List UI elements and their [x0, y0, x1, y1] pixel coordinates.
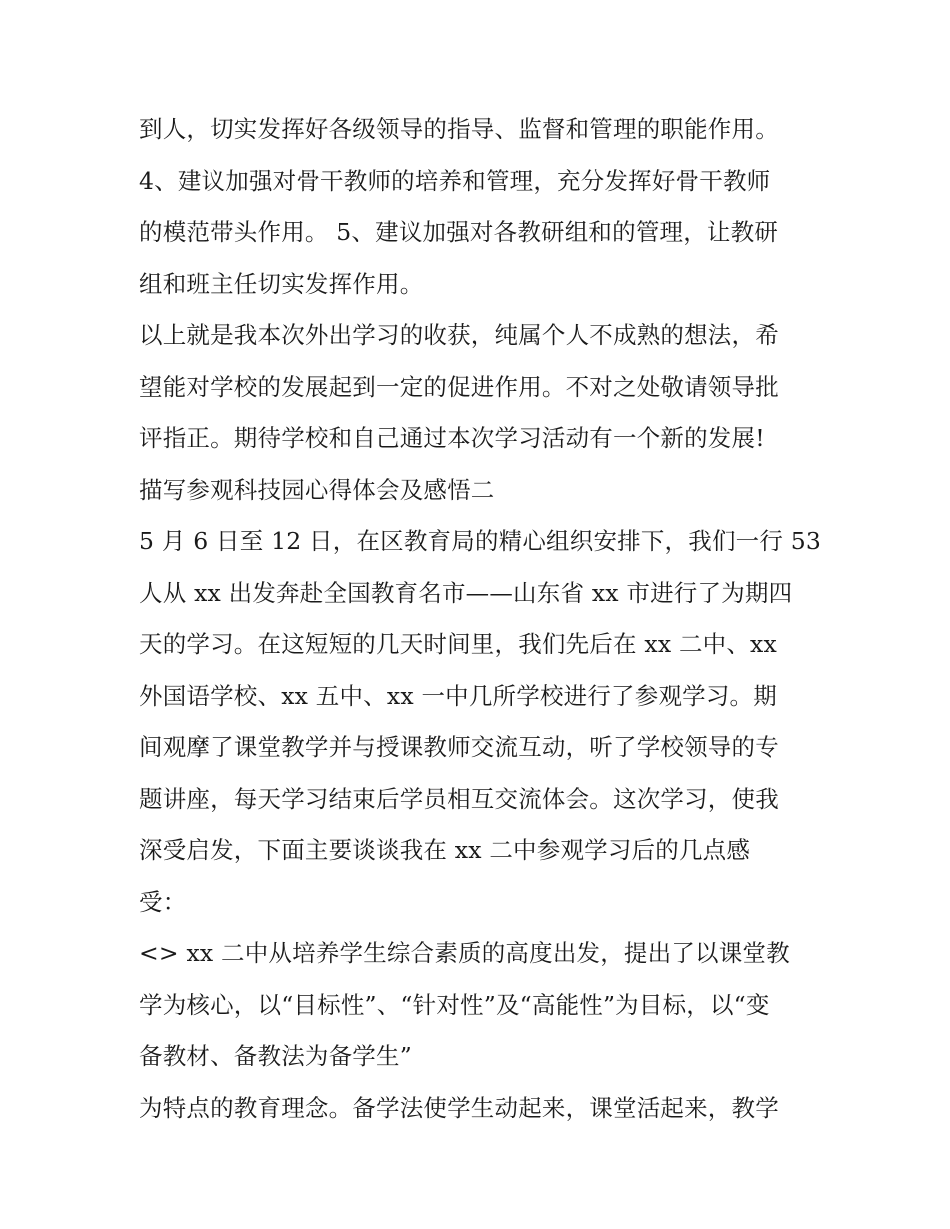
text-line-9: 5 月 6 日至 12 日，在区教育局的精心组织安排下，我们一行 53 — [139, 527, 822, 555]
text-line-10: 人从 xx 出发奔赴全国教育名市——山东省 xx 市进行了为期四 — [139, 578, 793, 607]
text-line-18: 学为核心，以“目标性”、“针对性”及“高能性”为目标，以“变 — [139, 990, 770, 1019]
section-heading: 描写参观科技园心得体会及感悟二 — [139, 475, 495, 504]
text-line-19: 备教材、备教法为备学生” — [139, 1042, 412, 1070]
text-line-1: 到人，切实发挥好各级领导的指导、监督和管理的职能作用。 — [139, 115, 779, 143]
text-line-16: 受： — [139, 887, 187, 916]
text-line-17: <> xx 二中从培养学生综合素质的高度出发，提出了以课堂教 — [139, 939, 790, 967]
text-line-20: 为特点的教育理念。备学法使学生动起来，课堂活起来，教学 — [139, 1093, 779, 1122]
text-line-3: 的模范带头作用。 5、建议加强对各教研组和的管理，让教研 — [139, 218, 779, 246]
text-line-5: 以上就是我本次外出学习的收获，纯属个人不成熟的想法，希 — [139, 321, 779, 349]
text-line-11: 天的学习。在这短短的几天时间里，我们先后在 xx 二中、xx — [139, 630, 777, 658]
text-line-13: 间观摩了课堂教学并与授课教师交流互动，听了学校领导的专 — [139, 733, 779, 761]
text-line-2: 4、建议加强对骨干教师的培养和管理，充分发挥好骨干教师 — [139, 166, 771, 195]
body-text — [139, 104, 822, 1134]
text-line-6: 望能对学校的发展起到一定的促进作用。不对之处敬请领导批 — [139, 372, 779, 401]
text-line-7: 评指正。期待学校和自己通过本次学习活动有一个新的发展! — [139, 424, 765, 452]
text-line-4: 组和班主任切实发挥作用。 — [139, 269, 424, 298]
text-line-14: 题讲座，每天学习结束后学员相互交流体会。这次学习，使我 — [139, 784, 779, 813]
text-line-15: 深受启发，下面主要谈谈我在 xx 二中参观学习后的几点感 — [139, 836, 751, 864]
text-line-12: 外国语学校、xx 五中、xx 一中几所学校进行了参观学习。期 — [139, 681, 777, 710]
